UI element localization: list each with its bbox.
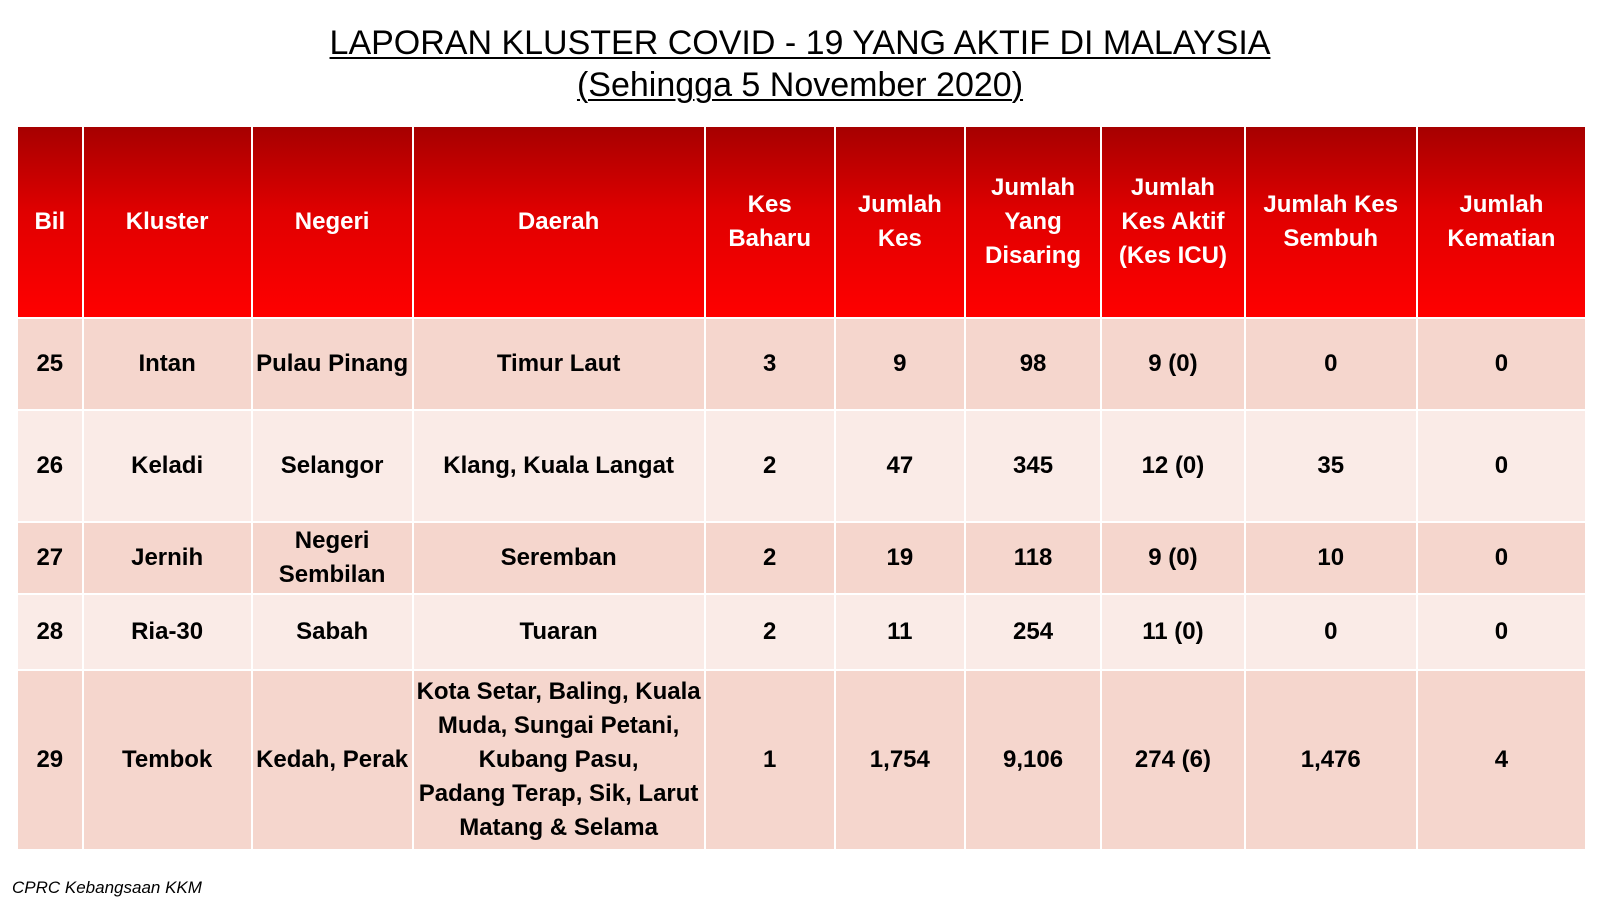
cell-kluster: Jernih <box>83 522 252 594</box>
header-text: Yang <box>1004 208 1062 235</box>
header-text: Kes <box>747 191 792 218</box>
cell-kematian: 4 <box>1417 670 1586 850</box>
header-text: Jumlah <box>991 174 1076 201</box>
cell-bil: 28 <box>17 594 83 670</box>
cell-negeri <box>252 670 413 850</box>
cell-kematian: 0 <box>1417 410 1586 522</box>
source-note: CPRC Kebangsaan KKM <box>12 878 202 897</box>
header-text: (Kes ICU) <box>1118 242 1227 269</box>
cell-daerah-line: Tuaran <box>519 618 598 645</box>
header-daerah <box>413 126 705 318</box>
header-bil <box>17 126 83 318</box>
header-text: Sembuh <box>1283 225 1379 252</box>
cell-bil: 26 <box>17 410 83 522</box>
header-text: Bil <box>34 208 66 235</box>
cell-kes-baharu: 2 <box>705 594 835 670</box>
header-row <box>17 126 1586 318</box>
cell-kes-aktif-icu: 9 (0) <box>1101 522 1244 594</box>
cell-kes-baharu: 2 <box>705 522 835 594</box>
cell-daerah-line: Seremban <box>500 544 617 571</box>
cell-daerah-line: Timur Laut <box>496 350 621 377</box>
cell-negeri <box>252 522 413 594</box>
cell-kes-aktif-icu: 9 (0) <box>1101 318 1244 410</box>
header-text: Kes <box>877 225 922 252</box>
cell-daerah <box>413 318 705 410</box>
cell-jumlah-kes: 1,754 <box>835 670 965 850</box>
header-kluster <box>83 126 252 318</box>
table-row <box>17 670 1586 850</box>
cell-daerah-line: Muda, Sungai Petani, <box>437 712 680 739</box>
cell-kematian: 0 <box>1417 594 1586 670</box>
cell-kes-baharu: 3 <box>705 318 835 410</box>
header-text: Jumlah <box>857 191 942 218</box>
cell-jumlah-kes: 11 <box>835 594 965 670</box>
cell-kematian: 0 <box>1417 522 1586 594</box>
table-row <box>17 594 1586 670</box>
cell-negeri-line: Sembilan <box>278 561 386 588</box>
cell-daerah <box>413 410 705 522</box>
cell-kematian: 0 <box>1417 318 1586 410</box>
cell-kes-aktif-icu: 11 (0) <box>1101 594 1244 670</box>
header-text: Kluster <box>125 208 209 235</box>
cell-daerah-line: Klang, Kuala Langat <box>443 452 674 479</box>
cell-bil: 29 <box>17 670 83 850</box>
cell-kes-sembuh: 1,476 <box>1245 670 1417 850</box>
header-text: Daerah <box>517 208 600 235</box>
cell-kes-baharu: 1 <box>705 670 835 850</box>
header-text: Kematian <box>1447 225 1556 252</box>
cell-negeri-line: Kedah, Perak <box>256 746 409 773</box>
table-row <box>17 410 1586 522</box>
cell-kes-sembuh: 35 <box>1245 410 1417 522</box>
cell-kes-sembuh: 0 <box>1245 318 1417 410</box>
cell-jumlah-disaring: 98 <box>965 318 1101 410</box>
cell-daerah-line: Matang & Selama <box>459 814 658 841</box>
cell-daerah <box>413 594 705 670</box>
cell-kes-baharu: 2 <box>705 410 835 522</box>
table-row <box>17 318 1586 410</box>
header-text: Kes Aktif <box>1121 208 1225 235</box>
cell-kes-sembuh: 10 <box>1245 522 1417 594</box>
cell-negeri <box>252 410 413 522</box>
title-line-2: (Sehingga 5 November 2020) <box>576 66 1024 104</box>
cell-negeri <box>252 594 413 670</box>
cell-jumlah-disaring: 345 <box>965 410 1101 522</box>
header-text: Jumlah Kes <box>1263 191 1399 218</box>
cell-kes-sembuh: 0 <box>1245 594 1417 670</box>
cell-daerah-line: Kubang Pasu, <box>478 746 639 773</box>
cell-jumlah-disaring: 9,106 <box>965 670 1101 850</box>
cell-jumlah-kes: 9 <box>835 318 965 410</box>
header-text: Jumlah <box>1459 191 1544 218</box>
cell-negeri <box>252 318 413 410</box>
table-body <box>17 318 1586 850</box>
header-jumlah-kes <box>835 126 965 318</box>
header-text: Baharu <box>728 225 812 252</box>
cell-jumlah-kes: 47 <box>835 410 965 522</box>
header-kes-sembuh <box>1245 126 1417 318</box>
cell-daerah-line: Padang Terap, Sik, Larut <box>418 780 699 807</box>
header-kes-aktif-icu <box>1101 126 1244 318</box>
cell-daerah-line: Kota Setar, Baling, Kuala <box>416 678 701 705</box>
header-negeri <box>252 126 413 318</box>
cell-negeri-line: Selangor <box>280 452 384 479</box>
title-line-1: LAPORAN KLUSTER COVID - 19 YANG AKTIF DI MALAYSIA <box>329 24 1271 62</box>
cell-negeri-line: Sabah <box>296 618 369 645</box>
report-title <box>0 22 1600 106</box>
cell-kluster: Tembok <box>83 670 252 850</box>
cell-negeri-line: Negeri <box>294 527 370 554</box>
cluster-table <box>16 125 1587 851</box>
header-text: Negeri <box>294 208 370 235</box>
cell-bil: 27 <box>17 522 83 594</box>
table-row <box>17 522 1586 594</box>
cell-bil: 25 <box>17 318 83 410</box>
header-text: Disaring <box>985 242 1082 269</box>
header-text: Jumlah <box>1130 174 1215 201</box>
cell-daerah <box>413 522 705 594</box>
header-kes-baharu <box>705 126 835 318</box>
cell-kluster: Intan <box>83 318 252 410</box>
cell-kluster: Keladi <box>83 410 252 522</box>
cell-jumlah-disaring: 118 <box>965 522 1101 594</box>
cell-jumlah-disaring: 254 <box>965 594 1101 670</box>
header-jumlah-disaring <box>965 126 1101 318</box>
cell-kes-aktif-icu: 274 (6) <box>1101 670 1244 850</box>
cell-daerah <box>413 670 705 850</box>
cell-jumlah-kes: 19 <box>835 522 965 594</box>
cell-kes-aktif-icu: 12 (0) <box>1101 410 1244 522</box>
cell-negeri-line: Pulau Pinang <box>256 350 409 377</box>
header-kematian <box>1417 126 1586 318</box>
cell-kluster: Ria-30 <box>83 594 252 670</box>
